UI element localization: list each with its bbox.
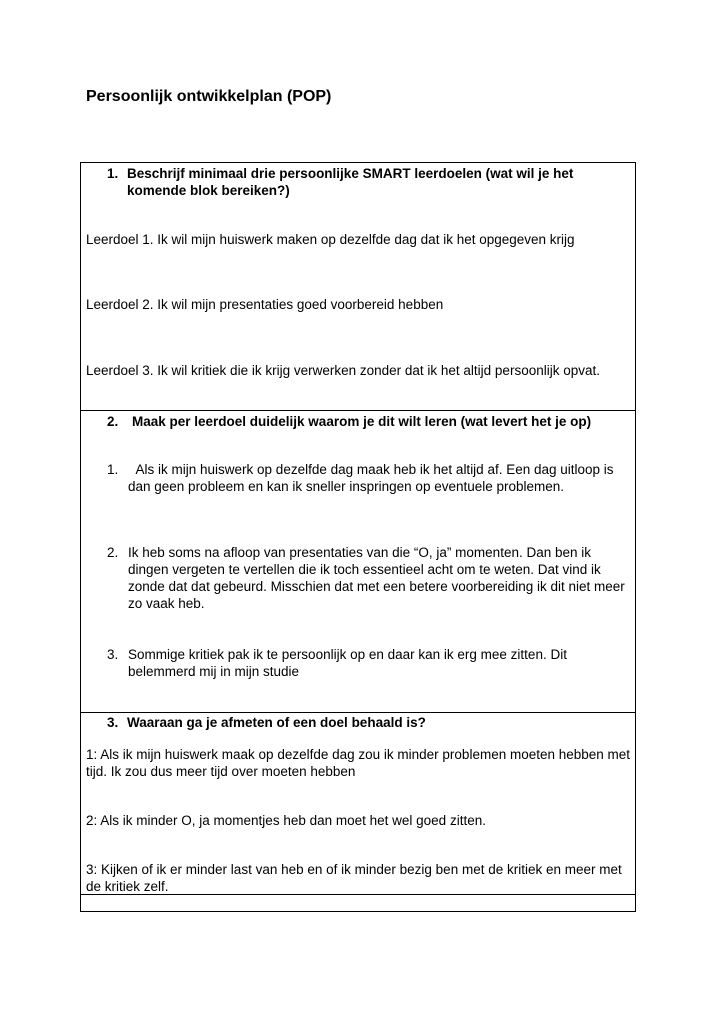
- reason-3-text: Sommige kritiek pak ik te persoonlijk op en daar kan ik erg mee zitten. Dit belemmerd mij in mijn studie: [128, 647, 567, 679]
- section-2-heading-text: Maak per leerdoel duidelijk waarom je dit wilt leren (wat levert het je op): [132, 414, 592, 429]
- measure-answer-3: 3: Kijken of ik er minder last van heb en of ik minder bezig ben met de kritiek en meer met de kritiek zelf.: [86, 862, 622, 894]
- learning-goal-3: Leerdoel 3. Ik wil kritiek die ik krijg verwerken zonder dat ik het altijd persoonlijk opvat.: [86, 363, 600, 378]
- reason-2-number: 2.: [107, 545, 119, 560]
- learning-goal-2: Leerdoel 2. Ik wil mijn presentaties goed voorbereid hebben: [86, 297, 444, 312]
- section-1-number: 1.: [107, 166, 119, 181]
- measure-answer-2: 2: Als ik minder O, ja momentjes heb dan moet het wel goed zitten.: [86, 813, 486, 828]
- measure-answer-1: 1: Als ik mijn huiswerk maak op dezelfde dag zou ik minder problemen moeten hebben met tijd. Ik zou dus meer tijd over moeten hebben: [86, 747, 631, 779]
- section-3-heading-text: Waaraan ga je afmeten of een doel behaald is?: [127, 715, 426, 730]
- reason-2-text: Ik heb soms na afloop van presentaties van die “O, ja” momenten. Dan ben ik dingen vergeten te vertellen die ik toch essentieel acht om te weten. Dat vind ik zonde dat dat gebeurd. Misschien dat met een betere voorbereiding ik dit niet meer zo vaak heb.: [128, 545, 625, 611]
- empty-bottom-row: [81, 895, 635, 911]
- pop-table: [80, 162, 636, 912]
- reason-3-number: 3.: [107, 647, 119, 662]
- reason-1-text: Als ik mijn huiswerk op dezelfde dag maak heb ik het altijd af. Een dag uitloop is dan geen probleem en kan ik sneller inspringen op eventuele problemen.: [128, 462, 618, 494]
- section-1-heading-text: Beschrijf minimaal drie persoonlijke SMART leerdoelen (wat wil je het komende blok bereiken?): [127, 166, 574, 198]
- section-2-number: 2.: [107, 414, 119, 429]
- learning-goal-1: Leerdoel 1. Ik wil mijn huiswerk maken op dezelfde dag dat ik het opgegeven krijg: [86, 232, 575, 247]
- section-1-cell: [81, 163, 635, 410]
- reason-1-number: 1.: [107, 462, 119, 477]
- section-3-cell: [81, 713, 635, 893]
- page-title: Persoonlijk ontwikkelplan (POP): [86, 88, 332, 105]
- section-2-cell: [81, 411, 635, 711]
- section-3-number: 3.: [107, 715, 119, 730]
